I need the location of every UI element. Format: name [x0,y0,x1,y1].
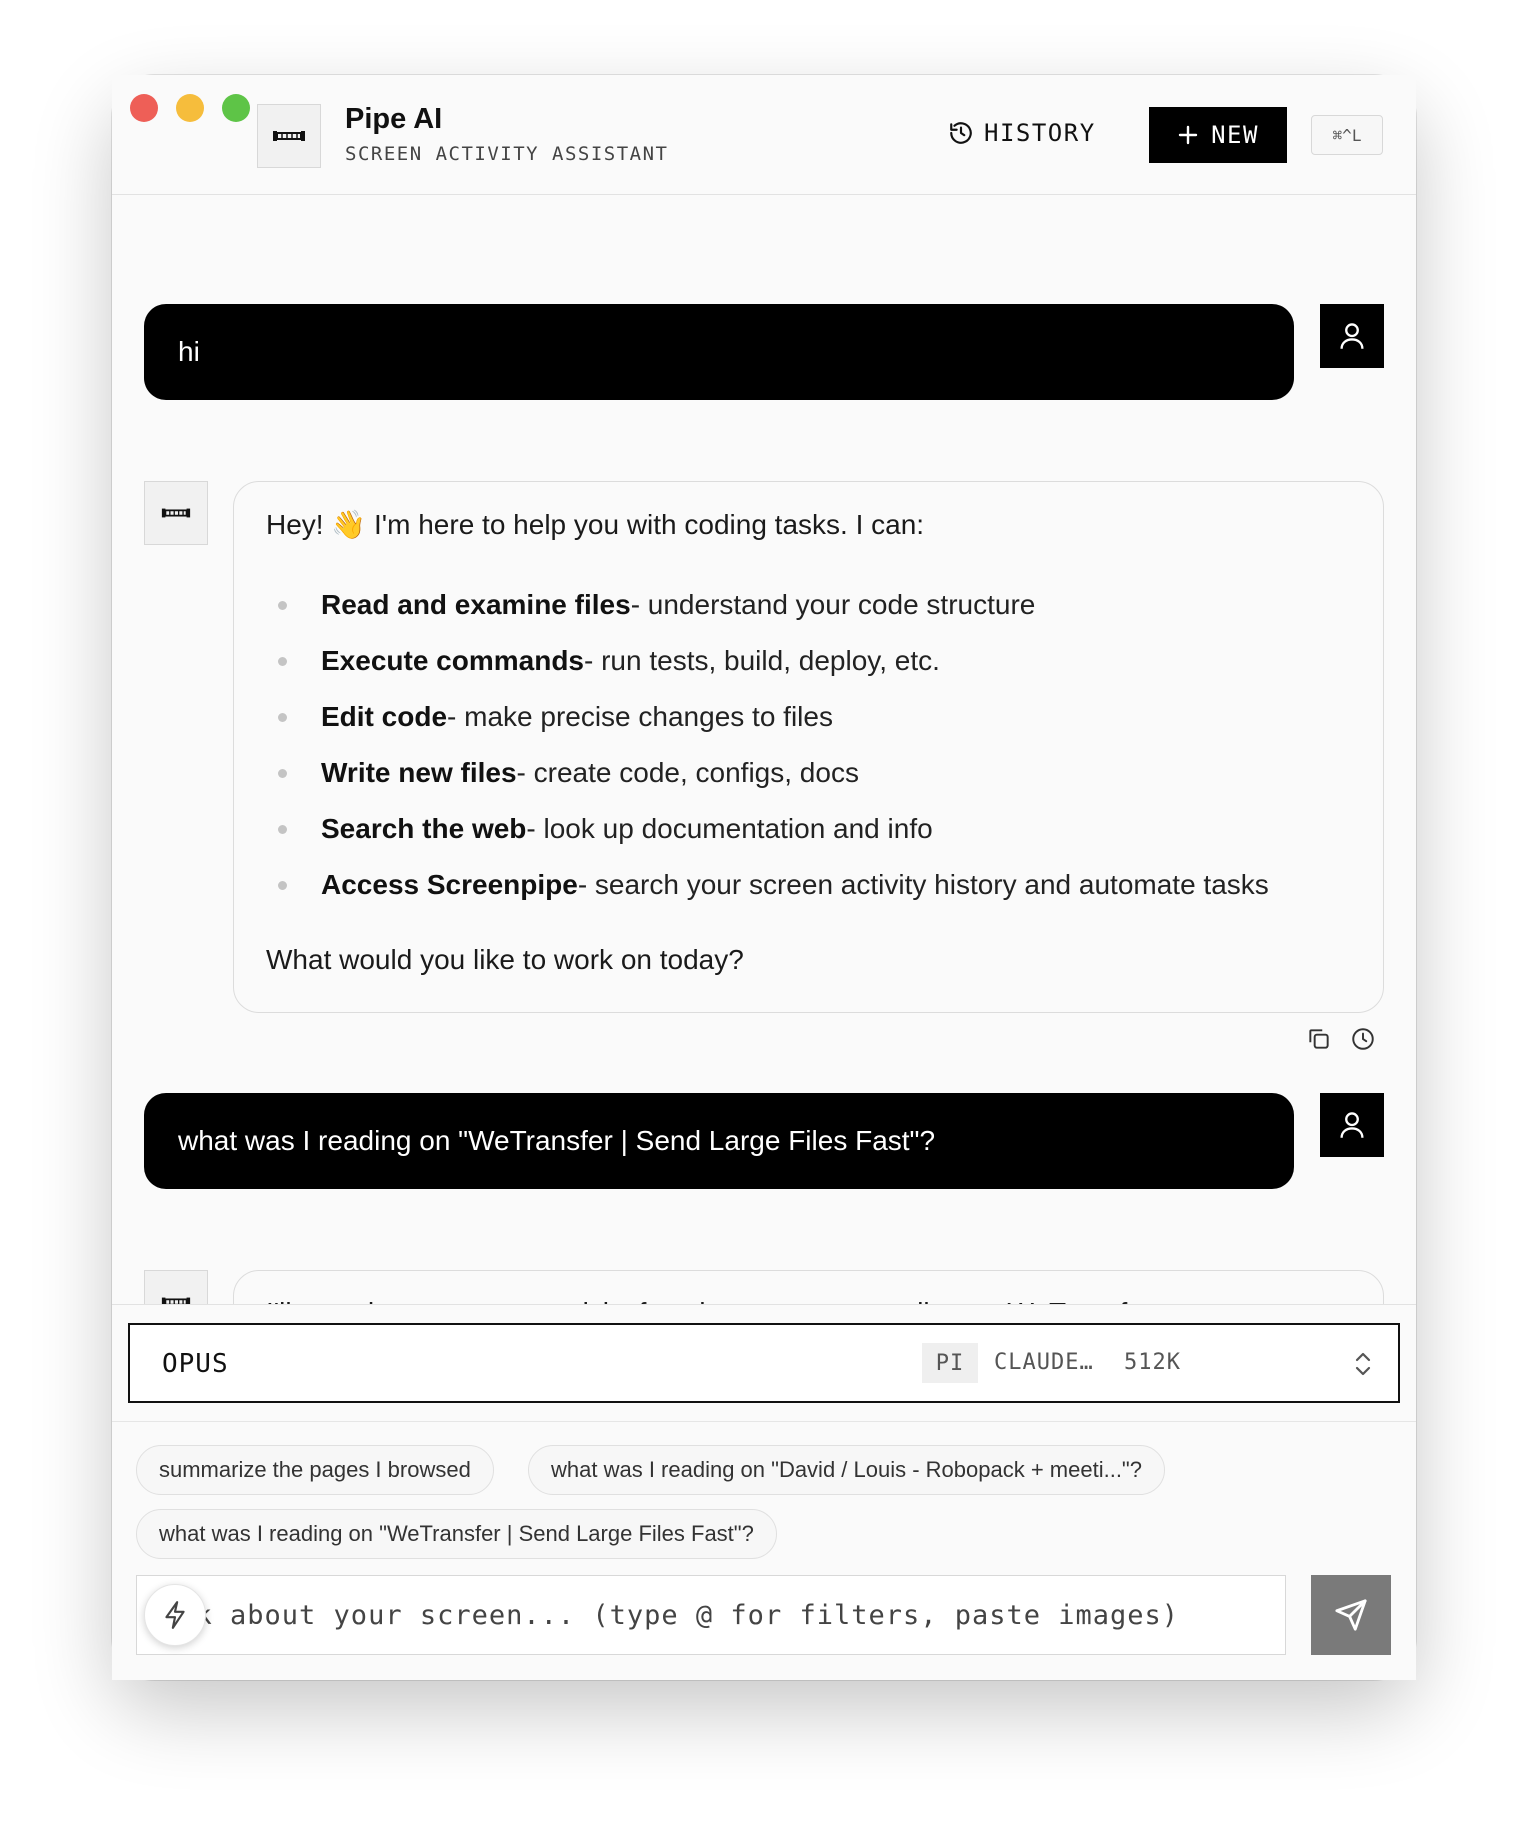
list-item [266,641,940,681]
history-label: HISTORY [984,119,1096,147]
assistant-avatar-icon [144,481,208,545]
list-item-desc: - run tests, build, deploy, etc. [584,645,940,676]
pipe-logo-icon [257,104,321,168]
message-input[interactable] [137,1576,1285,1654]
send-icon [1334,1598,1368,1632]
user-message: hi [144,304,1294,400]
bullet-dot [278,713,287,722]
user-avatar-icon [1320,1093,1384,1157]
list-item-title: Search the web [321,813,527,844]
list-item-title: Execute commands [321,645,584,676]
chat-area[interactable] [112,196,1416,1304]
model-name: OPUS [162,1349,229,1379]
window-zoom-button[interactable] [222,94,250,122]
list-item [266,753,859,793]
clock-icon[interactable] [1350,1026,1376,1052]
model-context-size: 512K [1124,1350,1181,1375]
app-window [112,75,1416,1680]
quick-actions-button[interactable] [144,1584,206,1646]
bullet-dot [278,769,287,778]
assistant-outro: What would you like to work on today? [266,944,744,975]
plus-icon [1177,124,1199,146]
history-button[interactable] [948,113,1096,153]
composer-panel [112,1304,1416,1680]
list-item-title: Edit code [321,701,448,732]
assistant-intro: Hey! 👋 I'm here to help you with coding tasks. I can: [266,509,925,540]
history-icon [948,120,974,146]
divider [112,1421,1416,1422]
window-close-button[interactable] [130,94,158,122]
bullet-dot [278,657,287,666]
list-item-title: Read and examine files [321,589,631,620]
app-title: Pipe AI [345,103,443,135]
bullet-dot [278,601,287,610]
list-item [266,697,833,737]
model-provider-badge: PI [922,1343,978,1383]
list-item [266,865,1269,905]
list-item [266,585,1035,625]
bullet-dot [278,825,287,834]
new-chat-button[interactable] [1149,107,1287,163]
user-message: what was I reading on "WeTransfer | Send Large Files Fast"? [144,1093,1294,1189]
message-actions [1306,1026,1376,1052]
list-item-desc: - look up documentation and info [526,813,933,844]
assistant-message [233,481,1384,1013]
list-item-title: Access Screenpipe [321,869,578,900]
suggestion-chip[interactable]: summarize the pages I browsed [136,1445,494,1495]
list-item-desc: - create code, configs, docs [516,757,859,788]
list-item-desc: - search your screen activity history and automate tasks [577,869,1269,900]
list-item-desc: - understand your code structure [630,589,1036,620]
list-item [266,809,933,849]
model-selector[interactable] [128,1323,1400,1403]
chevron-up-down-icon [1352,1349,1374,1379]
model-id: CLAUDE… [994,1350,1094,1375]
user-avatar-icon [1320,304,1384,368]
header [112,75,1416,195]
shortcut-badge: ⌘^L [1311,115,1383,155]
send-button[interactable] [1311,1575,1391,1655]
app-subtitle: SCREEN ACTIVITY ASSISTANT [345,143,669,165]
list-item-desc: - make precise changes to files [447,701,833,732]
suggestion-chip[interactable]: what was I reading on "David / Louis - Robopack + meeti..."? [528,1445,1165,1495]
list-item-title: Write new files [321,757,517,788]
window-minimize-button[interactable] [176,94,204,122]
copy-icon[interactable] [1306,1026,1332,1052]
suggestion-chip[interactable]: what was I reading on "WeTransfer | Send Large Files Fast"? [136,1509,777,1559]
new-chat-label: NEW [1211,121,1259,149]
lightning-icon [162,1600,188,1630]
bullet-dot [278,881,287,890]
message-input-container [136,1575,1286,1655]
